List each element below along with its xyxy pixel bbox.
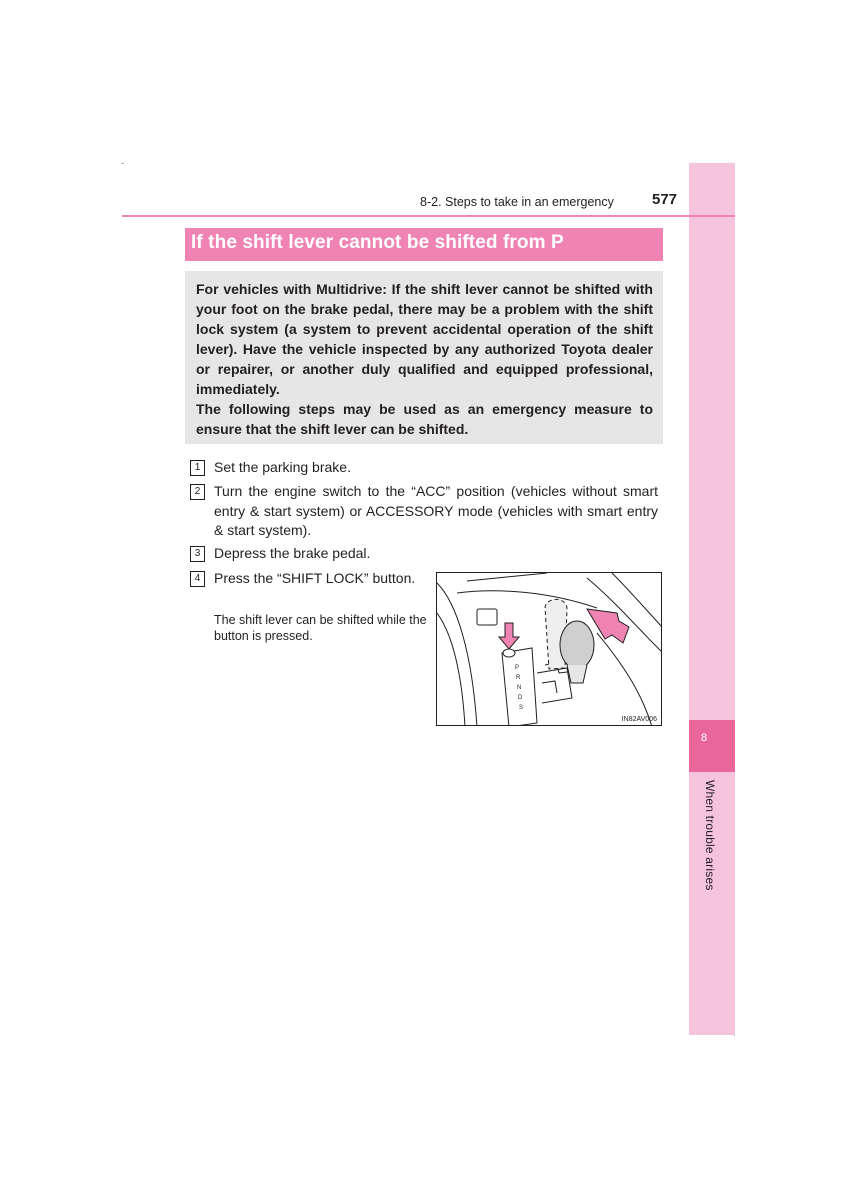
- caution-text: [196, 279, 653, 439]
- step-text: Press the “SHIFT LOCK” button.: [214, 570, 416, 586]
- crop-mark: [121, 163, 124, 164]
- step-number: 1: [190, 460, 205, 476]
- step-number: 4: [190, 571, 205, 587]
- page-title: If the shift lever cannot be shifted from P: [191, 232, 564, 253]
- gate-label-n: N: [517, 685, 522, 691]
- gate-label-s: S: [519, 705, 524, 711]
- step-text: Turn the engine switch to the “ACC” position (vehicles without smart entry & start system) or ACCESSORY mode (vehicles with smart entry & start system).: [214, 483, 658, 538]
- chapter-number: 8: [700, 732, 708, 744]
- chapter-side-tab: [689, 163, 735, 1035]
- step-text: Depress the brake pedal.: [214, 545, 371, 561]
- gate-label-d: D: [518, 695, 523, 701]
- chapter-title: When trouble arises: [703, 780, 717, 891]
- gate-label-p: P: [515, 665, 520, 671]
- header-rule: [122, 215, 735, 217]
- section-heading: 8-2. Steps to take in an emergency: [420, 195, 614, 209]
- page-number: 577: [652, 191, 678, 208]
- shift-lock-illustration: [436, 572, 662, 726]
- step-text: Set the parking brake.: [214, 459, 351, 475]
- caution-paragraph-2: The following steps may be used as an emergency measure to ensure that the shift lever can be shifted.: [196, 401, 653, 437]
- caution-paragraph-1: For vehicles with Multidrive: If the shift lever cannot be shifted with your foot on the brake pedal, there may be a problem with the shift lock system (a system to prevent accidental operation of the shift lever). Have the vehicle inspected by any authorized Toyota dealer or repairer, or another duly qualified and equipped professional, immediately.: [196, 281, 653, 397]
- step-4-note: The shift lever can be shifted while the button is pressed.: [214, 613, 427, 643]
- chapter-number-block: [689, 720, 735, 772]
- step-number: 2: [190, 484, 205, 500]
- shift-console-drawing: [437, 573, 662, 726]
- figure-code: IN82AV006: [621, 716, 657, 723]
- step-number: 3: [190, 546, 205, 562]
- gate-label-r: R: [516, 675, 521, 681]
